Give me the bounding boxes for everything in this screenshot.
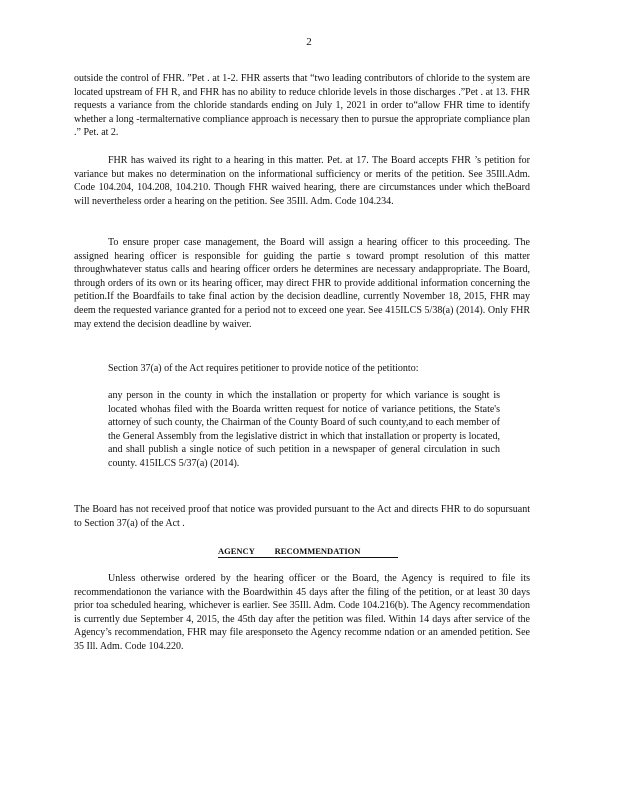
paragraph-hearing-waiver: FHR has waived its right to a hearing in this matter. Pet. at 17. The Board accepts FHR ’s petition for variance but makes no determination on the informational sufficiency or merits of the petition. See 35Ill.Adm. Code 104.204, 104.208, 104.210. Though FHR waived hearing, there are circumstances under which theBoard will nevertheless order a hearing on the petition. See 35Ill. Adm. Code 104.234. xyxy=(74,155,530,207)
paragraph-notice-proof: The Board has not received proof that notice was provided pursuant to the Act and directs FHR to do sopursuant to Section 37(a) of the Act . xyxy=(74,504,530,529)
paragraph-petition-background: outside the control of FHR. ”Pet . at 1-2. FHR asserts that “two leading contributors of chloride to the system are located upstream of FH R, and FHR has no ability to reduce chloride levels in those discharges .”Pet . at 13. FHR requests a variance from the chloride standards ending on July 1, 2021 in order to“allow FHR time to identify whether a long -termalternative compliance approach is necessary then to pursue the appropriate compliance plan .” Pet. at 2. xyxy=(74,73,530,139)
paragraph-agency-recommendation: Unless otherwise ordered by the hearing officer or the Board, the Agency is required to file its recommendationon the variance with the Boardwithin 45 days after the filing of the petition, or at least 30 days prior toa scheduled hearing, whichever is earlier. See 35Ill. Adm. Code 104.216(b). The Agency recommendation is currently due September 4, 2015, the 45th day after the petition was filed. Within 14 days after service of the Agency’s recommendation, FHR may file aresponseto the Agency recomme ndation or an amended petition. See 35 Ill. Adm. Code 104.220. xyxy=(74,573,530,652)
section-heading-agency-recommendation: AGENCY RECOMMENDATION xyxy=(218,546,398,558)
block-quote-notice-requirement: any person in the county in which the installation or property for which variance is sought is located whohas filed with the Boarda written request for notice of variance petitions, the State's attorney of such county, the Chairman of the County Board of such county,and to each member of the General Assembly from the legislative district in which that installation or property is located, and shall publish a single notice of such petition in a newspaper of general circulation in such county. 415ILCS 5/37(a) (2014). xyxy=(108,390,500,469)
page-number: 2 xyxy=(306,36,312,48)
paragraph-section-37a-intro: Section 37(a) of the Act requires petitioner to provide notice of the petitionto: xyxy=(108,363,419,374)
paragraph-case-management: To ensure proper case management, the Board will assign a hearing officer to this proceeding. The assigned hearing officer is responsible for guiding the partie s toward prompt resolution of this matter throughwhatever status calls and hearing officer orders he determines are necessary andappropriate. The Board, through orders of its own or its hearing officer, may direct FHR to provide additional information concerning the petition.If the Boardfails to take final action by the decision deadline, currently November 18, 2015, FHR may deem the requested variance granted for a period not to exceed one year. See 415ILCS 5/38(a) (2014). Only FHR may extend the decision deadline by waiver. xyxy=(74,237,530,330)
